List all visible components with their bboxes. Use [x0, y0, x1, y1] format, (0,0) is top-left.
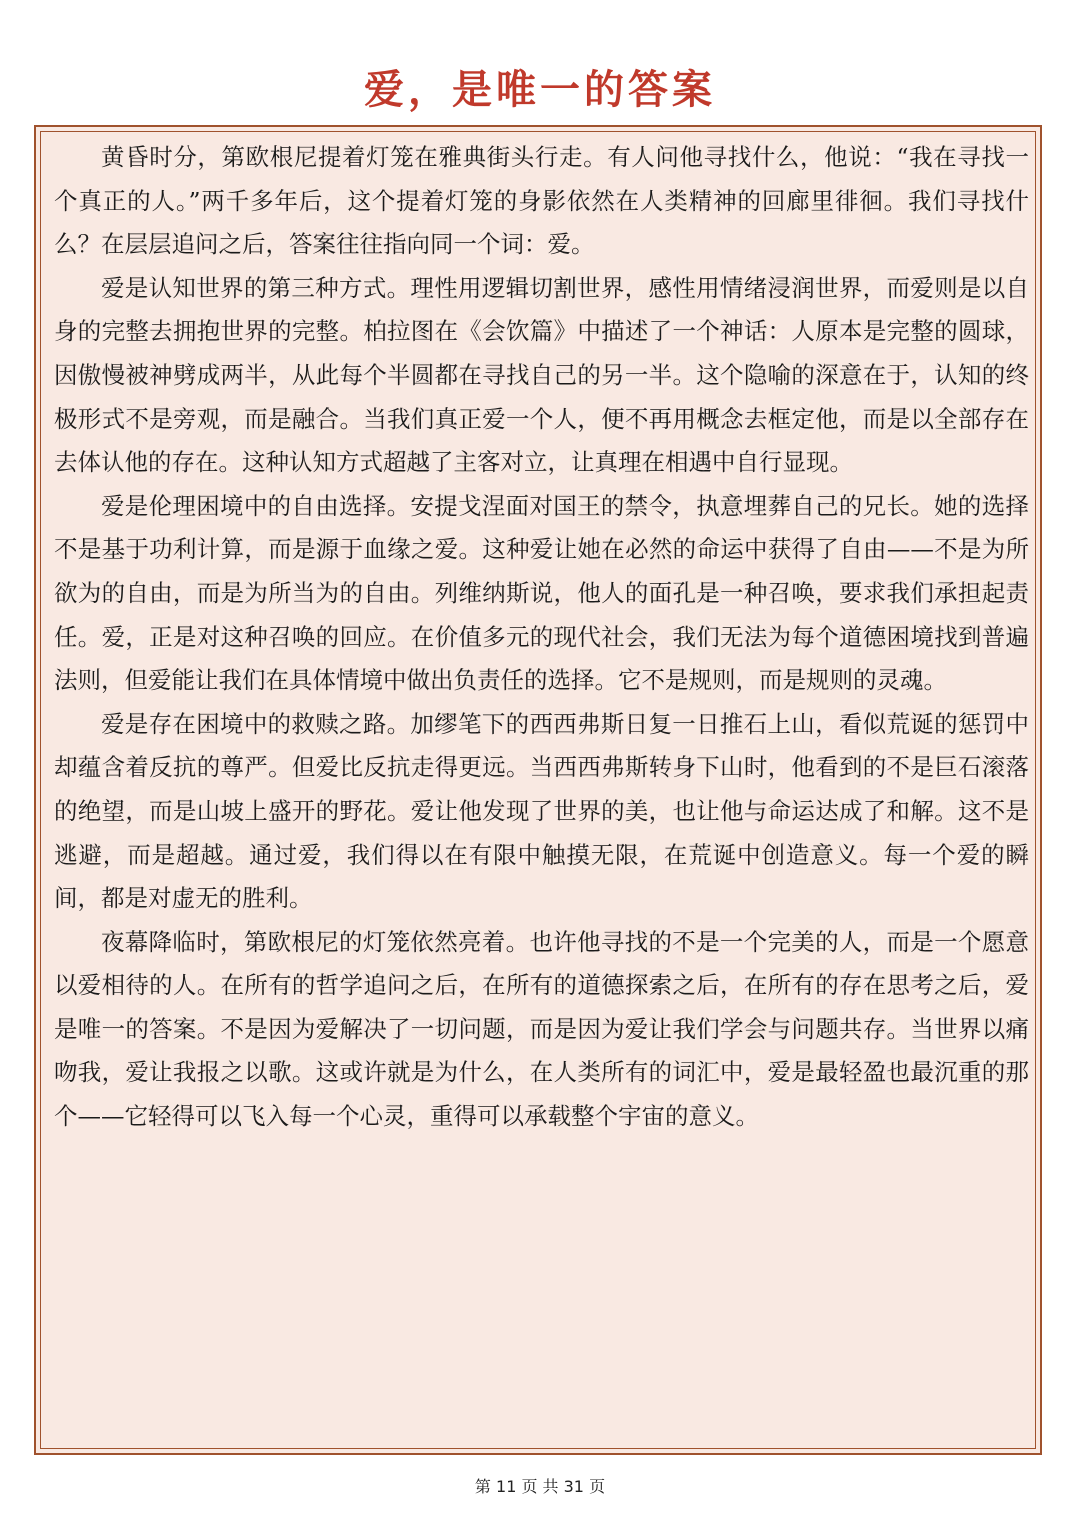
- paragraph-5: 夜幕降临时，第欧根尼的灯笼依然亮着。也许他寻找的不是一个完美的人，而是一个愿意以爱相待的人。在所有的哲学追问之后，在所有的道德探索之后，在所有的存在思考之后，爱是唯一的答案。不是因为爱解决了一切问题，而是因为爱让我们学会与问题共存。当世界以痛吻我，爱让我报之以歌。这或许就是为什么，在人类所有的词汇中，爱是最轻盈也最沉重的那个——它轻得可以飞入每一个心灵，重得可以承载整个宇宙的意义。: [54, 927, 1029, 1131]
- essay-body: [54, 136, 1029, 1139]
- page-number: 第 11 页 共 31 页: [474, 1477, 606, 1496]
- page-title: 爱，是唯一的答案: [364, 66, 716, 113]
- paragraph-1: 黄昏时分，第欧根尼提着灯笼在雅典街头行走。有人问他寻找什么，他说：“我在寻找一个真正的人。”两千多年后，这个提着灯笼的身影依然在人类精神的回廊里徘徊。我们寻找什么？在层层追问之后，答案往往指向同一个词：爱。: [54, 143, 1029, 259]
- paragraph-4: 爱是存在困境中的救赎之路。加缪笔下的西西弗斯日复一日推石上山，看似荒诞的惩罚中却蕴含着反抗的尊严。但爱比反抗走得更远。当西西弗斯转身下山时，他看到的不是巨石滚落的绝望，而是山坡上盛开的野花。爱让他发现了世界的美，也让他与命运达成了和解。这不是逃避，而是超越。通过爱，我们得以在有限中触摸无限，在荒诞中创造意义。每一个爱的瞬间，都是对虚无的胜利。: [54, 709, 1029, 913]
- paragraph-3: 爱是伦理困境中的自由选择。安提戈涅面对国王的禁令，执意埋葬自己的兄长。她的选择不是基于功利计算，而是源于血缘之爱。这种爱让她在必然的命运中获得了自由——不是为所欲为的自由，而是为所当为的自由。列维纳斯说，他人的面孔是一种召唤，要求我们承担起责任。爱，正是对这种召唤的回应。在价值多元的现代社会，我们无法为每个道德困境找到普遍法则，但爱能让我们在具体情境中做出负责任的选择。它不是规则，而是规则的灵魂。: [54, 491, 1029, 695]
- paragraph-2: 爱是认知世界的第三种方式。理性用逻辑切割世界，感性用情绪浸润世界，而爱则是以自身的完整去拥抱世界的完整。柏拉图在《会饮篇》中描述了一个神话：人原本是完整的圆球，因傲慢被神劈成两半，从此每个半圆都在寻找自己的另一半。这个隐喻的深意在于，认知的终极形式不是旁观，而是融合。当我们真正爱一个人，便不再用概念去框定他，而是以全部存在去体认他的存在。这种认知方式超越了主客对立，让真理在相遇中自行显现。: [54, 273, 1029, 477]
